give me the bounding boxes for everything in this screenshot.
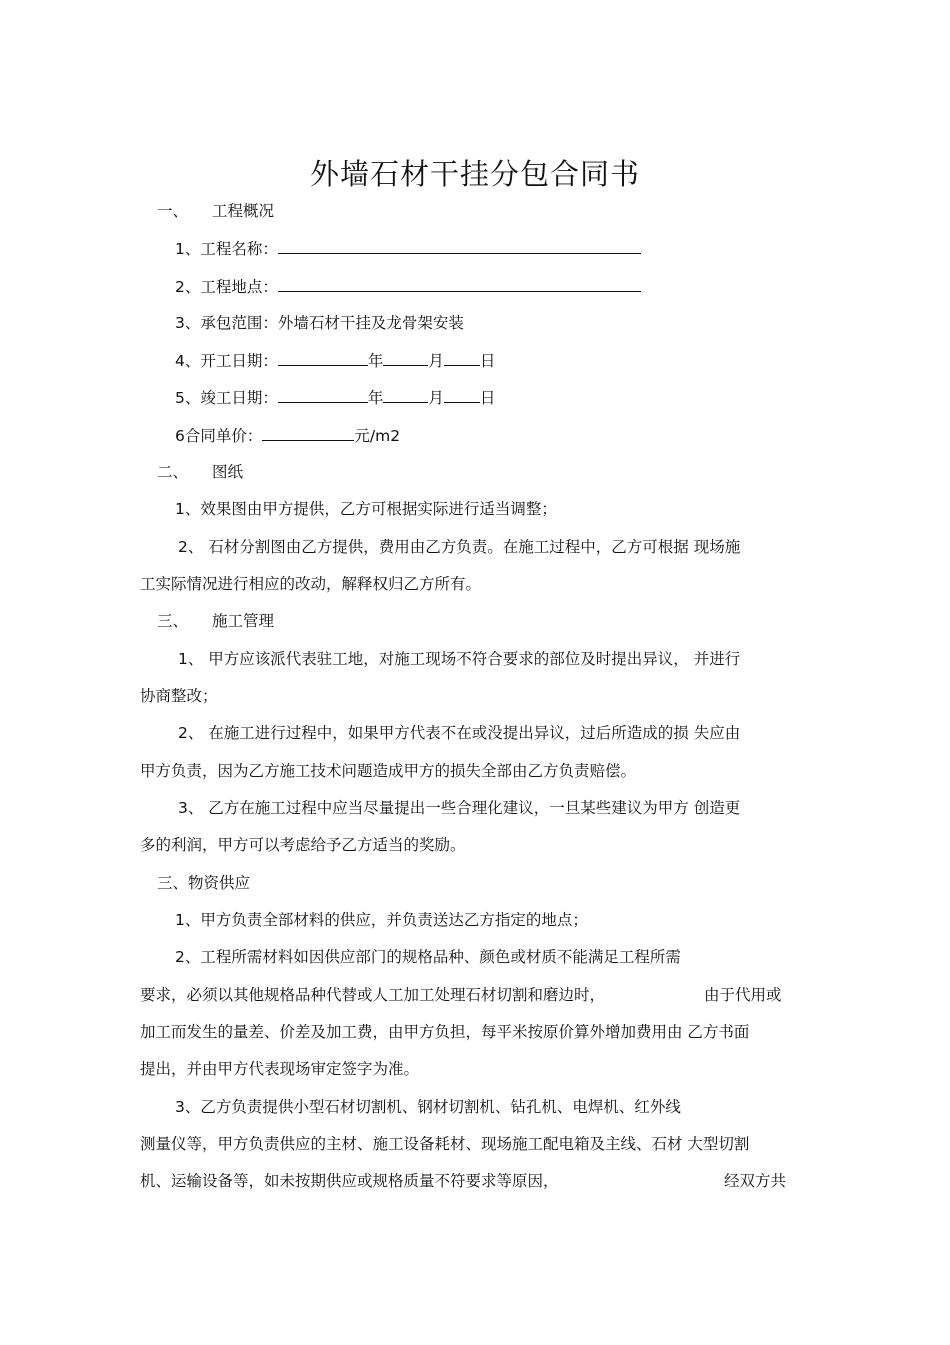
start-month-blank bbox=[383, 350, 428, 366]
end-date-label: 5、竣工日期： bbox=[175, 389, 278, 407]
contract-scope: 3、承包范围：外墙石材干挂及龙骨架安装 bbox=[175, 314, 464, 332]
management-clause-2-line-2: 甲方负责，因为乙方施工技术问题造成甲方的损失全部由乙方负责赔偿。 bbox=[140, 762, 637, 780]
start-day-blank bbox=[444, 350, 480, 366]
supply-clause-2-line-1: 2、工程所需材料如因供应部门的规格品种、颜色或材质不能满足工程所需 bbox=[175, 948, 681, 966]
end-year-char: 年 bbox=[367, 389, 384, 407]
project-location-line bbox=[175, 276, 641, 297]
section-3-number: 三、 bbox=[157, 612, 189, 630]
management-clause-3-line-2: 多的利润，甲方可以考虑给予乙方适当的奖励。 bbox=[140, 836, 466, 854]
start-date-line bbox=[175, 350, 495, 371]
management-clause-3-line-1: 3、 乙方在施工过程中应当尽量提出一些合理化建议，一旦某些建议为甲方 创造更 bbox=[178, 799, 741, 817]
unit-price-blank bbox=[262, 425, 354, 441]
project-name-label: 1、工程名称： bbox=[175, 240, 278, 258]
supply-clause-1: 1、甲方负责全部材料的供应，并负责送达乙方指定的地点； bbox=[175, 911, 588, 929]
management-clause-1-line-2: 协商整改； bbox=[140, 687, 218, 705]
drawings-clause-1: 1、效果图由甲方提供，乙方可根据实际进行适当调整； bbox=[175, 500, 557, 518]
section-2-heading bbox=[157, 462, 243, 482]
drawings-clause-2-line-1: 2、 石材分割图由乙方提供，费用由乙方负责。在施工过程中，乙方可根据 现场施 bbox=[178, 538, 741, 556]
management-clause-1-line-1: 1、 甲方应该派代表驻工地，对施工现场不符合要求的部位及时提出异议， 并进行 bbox=[178, 650, 741, 668]
section-1-number: 一、 bbox=[157, 202, 189, 220]
section-2-number: 二、 bbox=[157, 463, 189, 481]
start-day-char: 日 bbox=[479, 352, 496, 370]
unit-price-label: 6合同单价： bbox=[175, 427, 263, 445]
section-1-heading bbox=[157, 201, 274, 221]
end-day-char: 日 bbox=[479, 389, 496, 407]
supply-clause-2-line-4: 提出，并由甲方代表现场审定签字为准。 bbox=[140, 1060, 420, 1078]
project-name-line bbox=[175, 238, 641, 259]
section-4-heading: 三、物资供应 bbox=[157, 874, 251, 892]
supply-clause-2-line-2 bbox=[140, 985, 605, 1005]
start-year-char: 年 bbox=[367, 352, 384, 370]
supply-clause-2-line-2a: 要求，必须以其他规格品种代替或人工加工处理石材切割和磨边时， bbox=[140, 986, 606, 1004]
end-month-blank bbox=[383, 387, 428, 403]
supply-clause-3-line-3a: 机、运输设备等，如未按期供应或规格质量不符要求等原因， bbox=[140, 1172, 559, 1190]
end-year-blank bbox=[278, 387, 368, 403]
section-1-title: 工程概况 bbox=[212, 202, 275, 220]
management-clause-2-line-1: 2、 在施工进行过程中，如果甲方代表不在或没提出异议，过后所造成的损 失应由 bbox=[178, 724, 741, 742]
project-name-blank bbox=[278, 238, 641, 254]
project-location-label: 2、工程地点： bbox=[175, 278, 278, 296]
supply-clause-2-line-3: 加工而发生的量差、价差及加工费，由甲方负担，每平米按原价算外增加费用由 乙方书面 bbox=[140, 1023, 750, 1041]
unit-price-line bbox=[175, 425, 400, 446]
start-month-char: 月 bbox=[428, 352, 444, 370]
end-date-line bbox=[175, 387, 495, 408]
section-3-heading bbox=[157, 611, 274, 631]
start-date-label: 4、开工日期： bbox=[175, 352, 278, 370]
end-month-char: 月 bbox=[428, 389, 444, 407]
section-2-title: 图纸 bbox=[212, 463, 244, 481]
end-day-blank bbox=[444, 387, 480, 403]
document-title: 外墙石材干挂分包合同书 bbox=[309, 157, 640, 191]
section-3-title: 施工管理 bbox=[212, 612, 275, 630]
supply-clause-3-line-2: 测量仪等，甲方负责供应的主材、施工设备耗材、现场施工配电箱及主线、石材 大型切割 bbox=[140, 1135, 750, 1153]
supply-clause-3-line-1: 3、乙方负责提供小型石材切割机、钢材切割机、钻孔机、电焊机、红外线 bbox=[175, 1098, 681, 1116]
supply-clause-3-line-3b: 经双方共 bbox=[724, 1172, 787, 1190]
supply-clause-2-line-2b: 由于代用或 bbox=[704, 986, 782, 1004]
project-location-blank bbox=[278, 276, 641, 292]
drawings-clause-2-line-2: 工实际情况进行相应的改动，解释权归乙方所有。 bbox=[140, 575, 482, 593]
unit-price-unit: 元/m2 bbox=[354, 427, 401, 445]
start-year-blank bbox=[278, 350, 368, 366]
